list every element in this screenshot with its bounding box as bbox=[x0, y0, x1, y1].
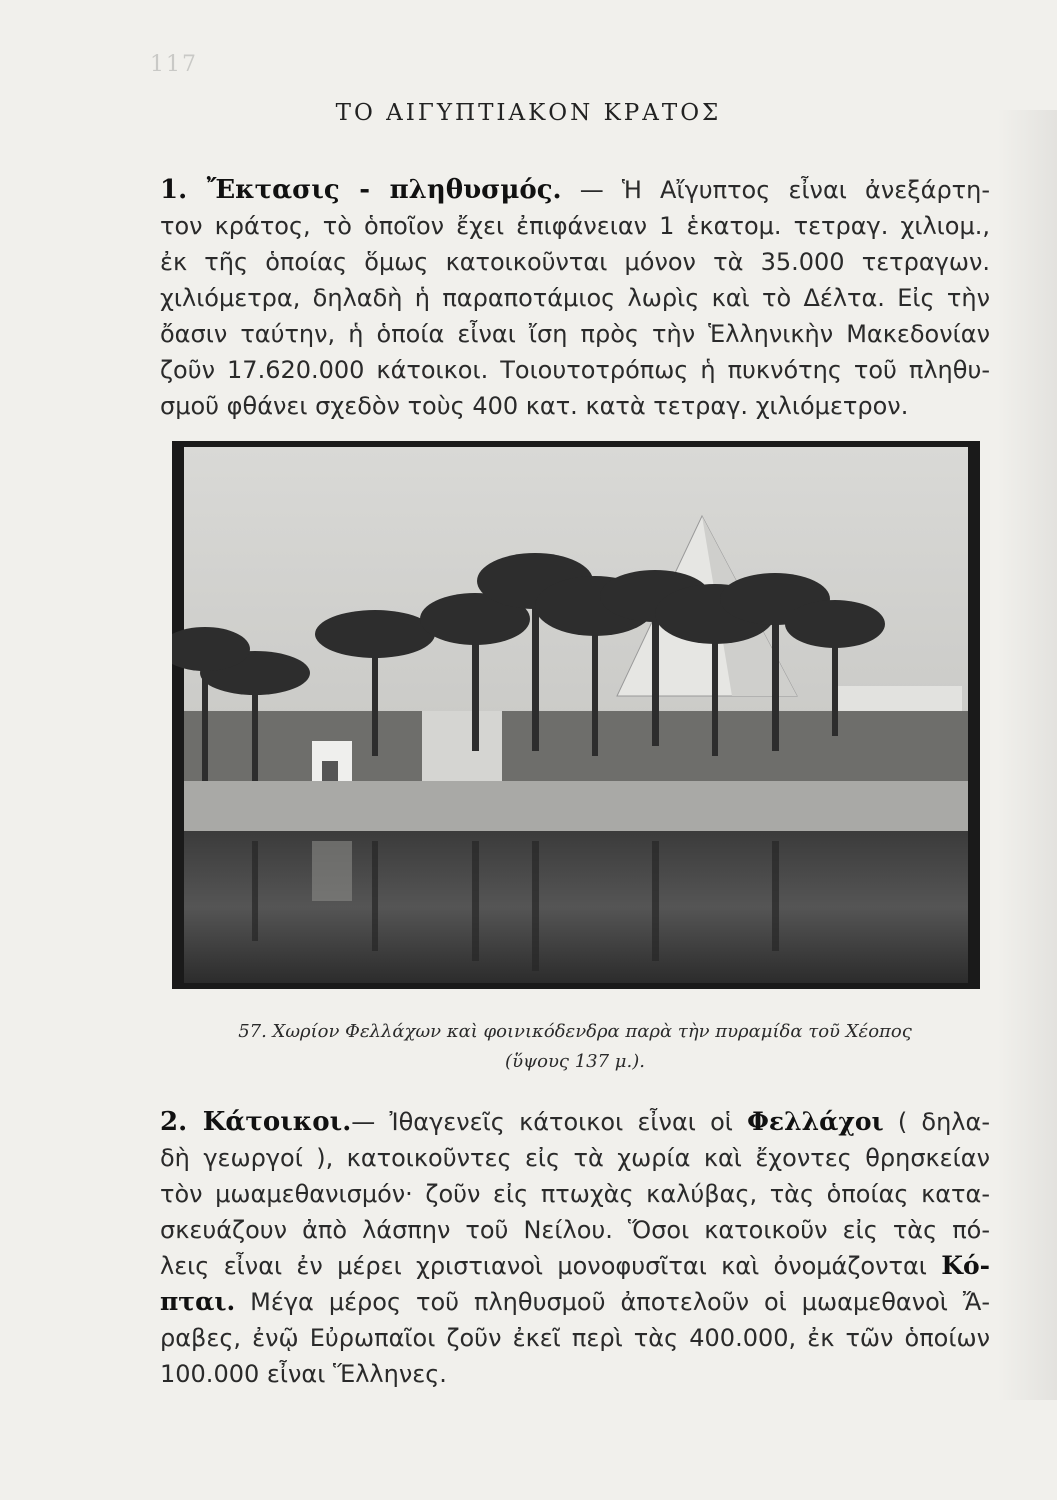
text-line: ζοῦν 17.620.000 κάτοικοι. Τοιουτοτρόπως ἡ πυκνότης τοῦ πληθυ- bbox=[160, 356, 990, 384]
text-line: λεις εἶναι ἐν μέρει χριστιανοὶ μονοφυσῖται καὶ ὀνομάζονται Κό- bbox=[160, 1251, 990, 1280]
text-line: ἐκ τῆς ὁποίας ὅμως κατοικοῦνται μόνον τὰ 35.000 τετραγων. bbox=[160, 248, 990, 276]
text-line: 2. Κάτοικοι.— Ἰθαγενεῖς κάτοικοι εἶναι οἱ Φελλάχοι ( δηλα- bbox=[160, 1107, 990, 1137]
caption-line: (ὕψους 137 μ.). bbox=[505, 1051, 645, 1072]
caption-line: 57. Χωρίον Φελλάχων καὶ φοινικόδενδρα παρὰ τὴν πυραμίδα τοῦ Χέοπος bbox=[238, 1021, 912, 1042]
text-line: τον κράτος, τὸ ὁποῖον ἔχει ἐπιφάνειαν 1 ἑκατομ. τετραγ. χιλιομ., bbox=[160, 212, 990, 240]
term-copts: Κό- bbox=[941, 1251, 990, 1280]
text-line: ὄασιν ταύτην, ἡ ὁποία εἶναι ἴση πρὸς τὴν Ἑλληνικὴν Μακεδονίαν bbox=[160, 320, 990, 348]
text-line: 1. Ἔκτασις - πληθυσμός. — Ἡ Αἴγυπτος εἶναι ἀνεξάρτη- bbox=[160, 175, 990, 205]
text-line: σκευάζουν ἀπὸ λάσπην τοῦ Νείλου. Ὅσοι κατοικοῦν εἰς τὰς πό- bbox=[160, 1216, 990, 1244]
bleed-through-shadow bbox=[997, 110, 1057, 1400]
text-line: δὴ γεωργοί ), κατοικοῦντες εἰς τὰ χωρία καὶ ἔχοντες θρησκείαν bbox=[160, 1144, 990, 1172]
section-inhabitants bbox=[160, 1104, 990, 1392]
text-line: τὸν μωαμεθανισμόν· ζοῦν εἰς πτωχὰς καλύβας, τὰς ὁποίας κατα- bbox=[160, 1180, 990, 1208]
section-title: 2. Κάτοικοι. bbox=[160, 1107, 352, 1137]
text-line: ραβες, ἐνῷ Εὐρωπαῖοι ζοῦν ἐκεῖ περὶ τὰς 400.000, ἐκ τῶν ὁποίων bbox=[160, 1324, 990, 1352]
term-fellahs: Φελλάχοι bbox=[747, 1107, 884, 1136]
section-extent-population bbox=[160, 172, 990, 424]
water bbox=[184, 831, 968, 983]
text-line: 100.000 εἶναι Ἕλληνες. bbox=[160, 1360, 447, 1388]
figure-caption bbox=[160, 1017, 990, 1077]
riverbank bbox=[184, 781, 968, 836]
text-line: σμοῦ φθάνει σχεδὸν τοὺς 400 κατ. κατὰ τετραγ. χιλιόμετρον. bbox=[160, 392, 909, 420]
term-copts-cont: πται. bbox=[160, 1287, 236, 1316]
figure-photo-fellah-village bbox=[172, 441, 980, 989]
page-header: ΤΟ ΑΙΓΥΠΤΙΑΚΟΝ ΚΡΑΤΟΣ bbox=[335, 100, 722, 126]
text-line: χιλιόμετρα, δηλαδὴ ἡ παραποτάμιος λωρὶς καὶ τὸ Δέλτα. Εἰς τὴν bbox=[160, 284, 990, 312]
text-line: πται. Μέγα μέρος τοῦ πληθυσμοῦ ἀποτελοῦν οἱ μωαμεθανοὶ Ἄ- bbox=[160, 1287, 990, 1316]
page-number: 117 bbox=[150, 52, 198, 77]
section-title: 1. Ἔκτασις - πληθυσμός. bbox=[160, 175, 562, 205]
